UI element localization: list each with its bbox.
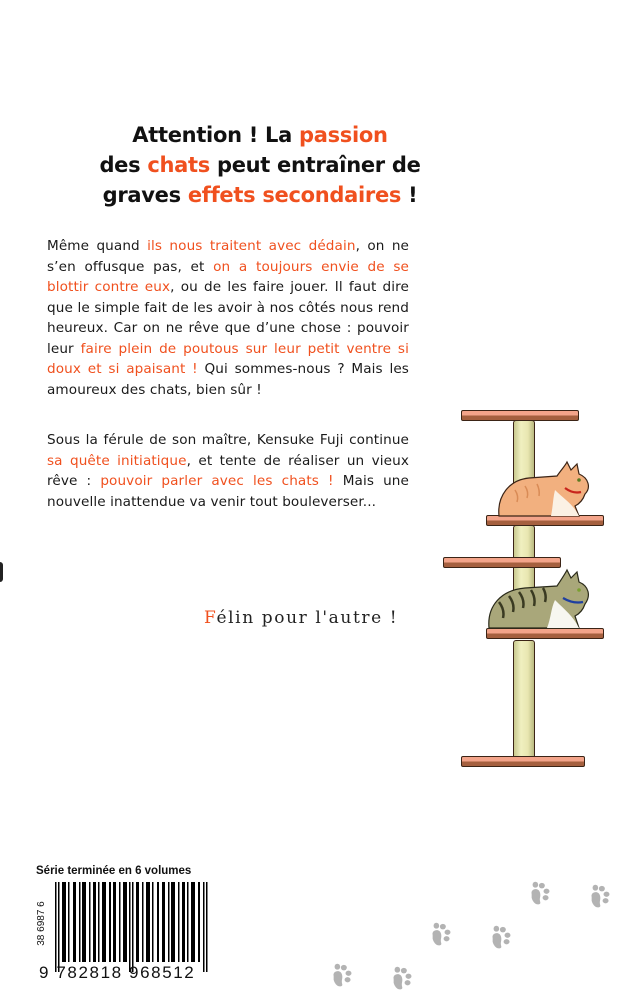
body-highlight: sa quête initiatique — [47, 452, 187, 469]
cat-tree-shelf-3 — [443, 557, 561, 568]
body-highlight: on a toujours envie de se blottir contre eux — [47, 258, 409, 295]
barcode-side-code: 38 6987 6 — [35, 901, 47, 946]
paw-print-icon — [488, 925, 514, 951]
body-text: Mais une nouvelle inattendue va venir tout bouleverser... — [47, 473, 409, 510]
paw-print-icon — [389, 966, 415, 992]
ean-number: 9 782818 968512 — [39, 963, 196, 982]
body-text: , et tente de réaliser un vieux rêve : — [47, 452, 409, 489]
body-text: Même quand — [47, 238, 148, 254]
body-text: Sous la férule de son maître, Kensuke Fuji continue — [47, 432, 409, 448]
headline-text: ! — [401, 183, 418, 207]
paw-print-icon — [587, 884, 613, 910]
headline-line-2 — [60, 150, 460, 180]
headline-text: graves — [102, 183, 188, 207]
synopsis-paragraph-2 — [47, 430, 409, 512]
body-text: , ou de les faire jouer. Il faut dire que le simple fait de les avoir à nos côtés nous rend heureux. Car on ne rêve que d’une chose : pouvoir leur — [47, 279, 409, 357]
cat-tree-post-lower — [513, 640, 535, 760]
tagline — [204, 608, 398, 628]
body-highlight: pouvoir parler avec les chats ! — [100, 473, 334, 489]
headline-text: peut entraîner de — [209, 153, 421, 177]
paw-print-icon — [428, 922, 454, 948]
synopsis-paragraph-1 — [47, 236, 409, 400]
tagline-text: élin pour l'autre ! — [216, 608, 399, 628]
headline-text: Attention ! La — [132, 123, 299, 147]
cat-tree-shelf-base — [461, 756, 585, 767]
cat-tree-shelf-top — [461, 410, 579, 421]
headline — [60, 120, 460, 210]
tagline-initial: F — [204, 608, 217, 628]
tabby-cat-icon — [485, 568, 595, 630]
headline-highlight: chats — [147, 153, 210, 177]
cat-tree-illustration — [440, 400, 628, 780]
body-highlight: faire plein de poutous sur leur petit ventre si doux et si apaisant ! — [47, 340, 409, 377]
paw-print-icon — [329, 963, 355, 989]
barcode-block — [33, 860, 216, 995]
body-text: Qui sommes-nous ? Mais les amoureux des chats, bien sûr ! — [47, 361, 409, 398]
headline-highlight: passion — [299, 123, 388, 147]
paw-print-icon — [527, 881, 553, 907]
series-status-label: Série terminée en 6 volumes — [36, 865, 192, 877]
body-highlight: ils nous traitent avec dédain — [147, 238, 356, 254]
headline-line-1 — [60, 120, 460, 150]
orange-cat-icon — [495, 460, 595, 518]
barcode-bars-icon — [53, 882, 211, 972]
headline-text: des — [99, 153, 148, 177]
headline-line-3 — [60, 180, 460, 210]
page-edge-mark — [0, 562, 3, 582]
body-text: , on ne s’en offusque pas, et — [47, 238, 410, 275]
headline-highlight: effets secondaires — [187, 183, 402, 207]
